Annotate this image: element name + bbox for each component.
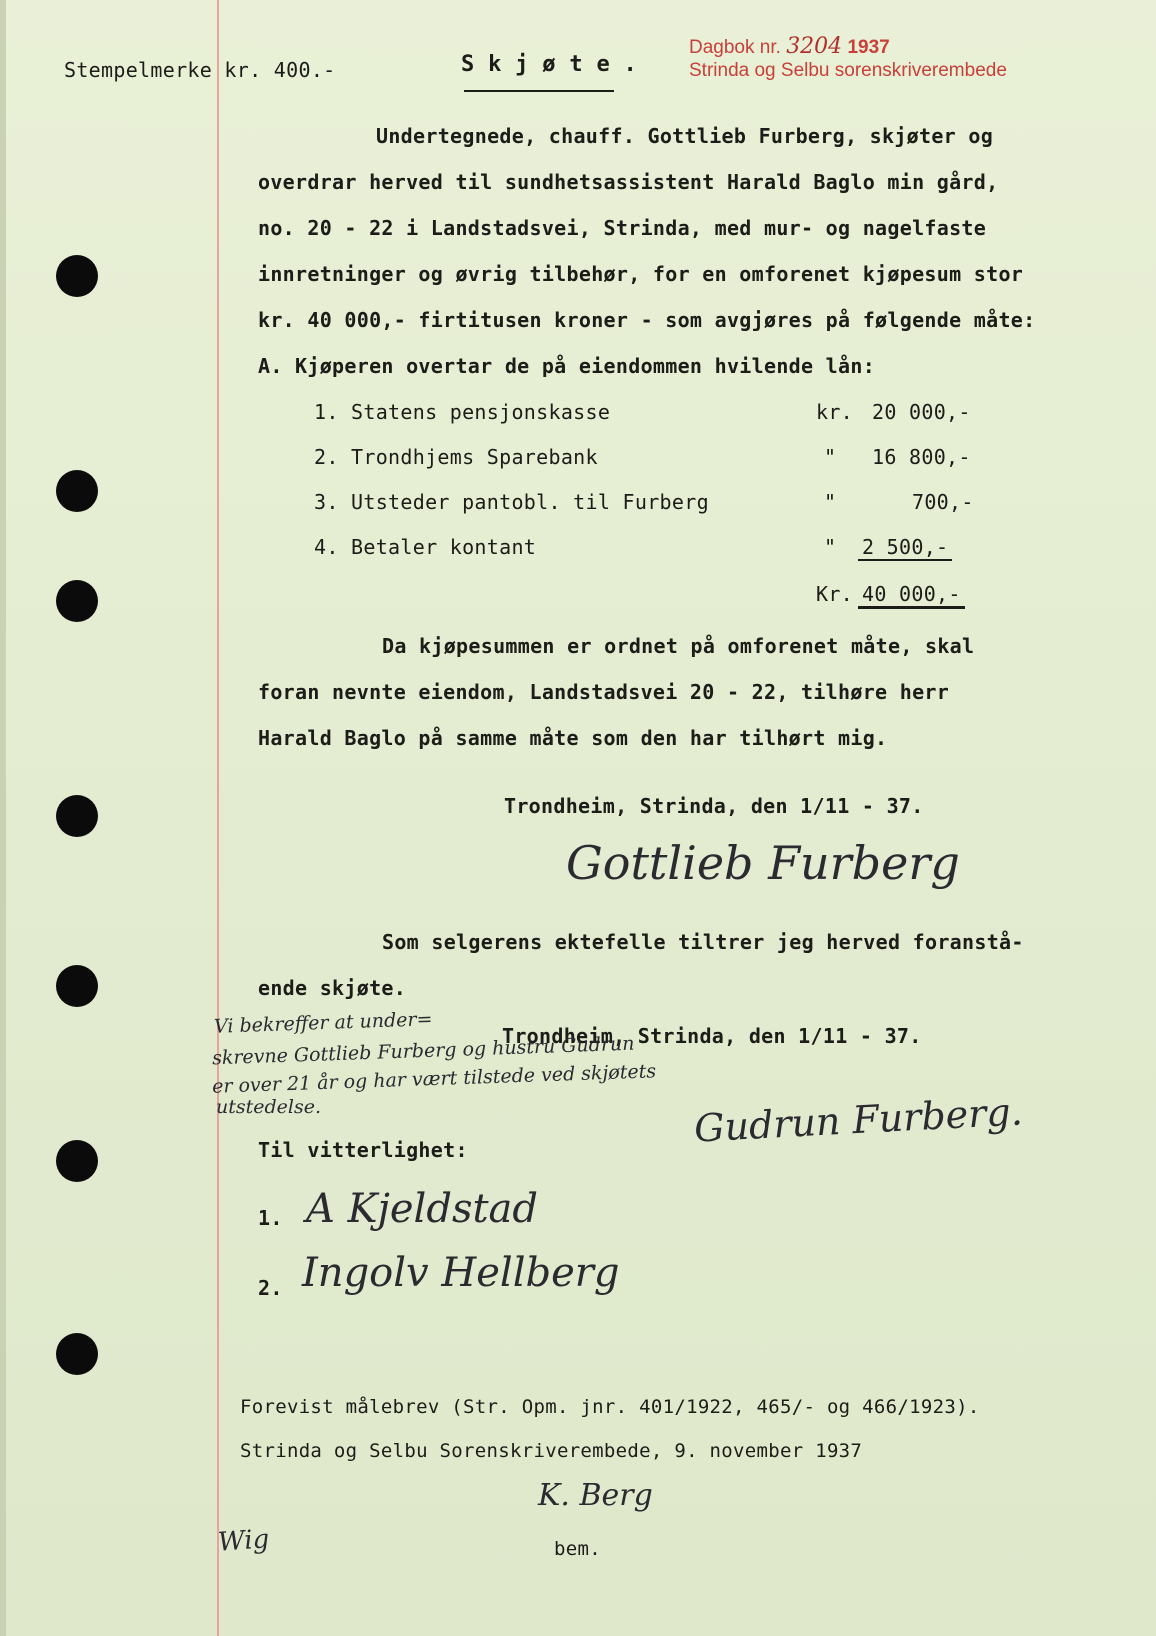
- payment-prefix: ": [824, 535, 837, 559]
- footer-line: Strinda og Selbu Sorenskriverembede, 9. november 1937: [240, 1440, 863, 1462]
- closing-line: Harald Baglo på samme måte som den har tilhørt mig.: [258, 726, 888, 750]
- stamp-duty: Stempelmerke kr. 400.-: [64, 58, 336, 82]
- margin-line: [217, 0, 219, 1636]
- punch-hole: [56, 795, 98, 837]
- witness-signature: Ingolv Hellberg: [302, 1250, 620, 1296]
- seller-signature: Gottlieb Furberg: [566, 836, 960, 890]
- judge-signature: K. Berg: [538, 1478, 653, 1513]
- punch-hole: [56, 965, 98, 1007]
- total-prefix: Kr.: [816, 582, 854, 606]
- closing-line: Da kjøpesummen er ordnet på omforenet måte, skal: [382, 634, 975, 658]
- total-amount: 40 000,-: [858, 582, 965, 609]
- footer-line: Forevist målebrev (Str. Opm. jnr. 401/1922, 465/- og 466/1923).: [240, 1396, 980, 1418]
- place-date: Trondheim, Strinda, den 1/11 - 37.: [504, 794, 924, 818]
- body-line: no. 20 - 22 i Landstadsvei, Strinda, med mur- og nagelfaste: [258, 216, 987, 240]
- body-line: kr. 40 000,- firtitusen kroner - som avgjøres på følgende måte:: [258, 308, 1036, 332]
- payment-prefix: ": [824, 490, 837, 514]
- clerk-initials: [217, 1524, 270, 1558]
- payment-label: 4. Betaler kontant: [314, 535, 537, 559]
- spouse-line: Som selgerens ektefelle tiltrer jeg herved foranstå-: [382, 930, 1024, 954]
- dagbok-number: 3204: [786, 34, 843, 59]
- clerk-initials-text: Wig: [217, 1524, 271, 1558]
- payment-label: 3. Utsteder pantobl. til Furberg: [314, 490, 709, 514]
- witness-signature: A Kjeldstad: [306, 1186, 539, 1232]
- dagbok-stamp: [689, 34, 890, 59]
- spouse-line: ende skjøte.: [258, 976, 407, 1000]
- punch-hole: [56, 1333, 98, 1375]
- place-date: Trondheim, Strinda, den 1/11 - 37.: [502, 1024, 922, 1048]
- body-line: innretninger og øvrig tilbehør, for en omforenet kjøpesum stor: [258, 262, 1024, 286]
- payment-label: 2. Trondhjems Sparebank: [314, 445, 598, 469]
- document-title-text: S k j ø t e .: [461, 52, 638, 77]
- judge-title: bem.: [554, 1538, 601, 1560]
- punch-hole: [56, 580, 98, 622]
- body-line: overdrar herved til sundhetsassistent Harald Baglo min gård,: [258, 170, 999, 194]
- office-stamp: Strinda og Selbu sorenskriverembede: [689, 60, 1007, 81]
- confirmation-note-line: Vi bekreffer at under=: [213, 1008, 433, 1038]
- confirmation-note-line: utstedelse.: [216, 1096, 322, 1118]
- witness-heading: Til vitterlighet:: [258, 1138, 468, 1162]
- confirmation-note-line: er over 21 år og har vært tilstede ved skjøtets: [211, 1060, 657, 1098]
- spouse-signature: Gudrun Furberg.: [693, 1089, 1024, 1151]
- witness-number: 2.: [258, 1276, 283, 1300]
- payment-label: 1. Statens pensjonskasse: [314, 400, 611, 424]
- confirmation-note-line: skrevne Gottlieb Furberg og hustru Gudrun: [211, 1032, 635, 1070]
- payment-amount: 2 500,-: [858, 535, 952, 561]
- body-line: Undertegnede, chauff. Gottlieb Furberg, skjøter og: [376, 124, 994, 148]
- payment-prefix: ": [824, 445, 837, 469]
- closing-line: foran nevnte eiendom, Landstadsvei 20 - 22, tilhøre herr: [258, 680, 950, 704]
- dagbok-year: 1937: [847, 37, 890, 58]
- payment-amount: 16 800,-: [872, 445, 971, 469]
- payment-amount: 20 000,-: [872, 400, 971, 424]
- punch-hole: [56, 1140, 98, 1182]
- dagbok-label: Dagbok nr.: [689, 37, 781, 58]
- payment-amount: 700,-: [912, 490, 974, 514]
- body-line: A. Kjøperen overtar de på eiendommen hvilende lån:: [258, 354, 876, 378]
- payment-prefix: kr.: [816, 400, 854, 424]
- witness-number: 1.: [258, 1206, 283, 1230]
- document-title: [461, 52, 637, 77]
- punch-hole: [56, 470, 98, 512]
- punch-hole: [56, 255, 98, 297]
- title-underline: [464, 90, 614, 92]
